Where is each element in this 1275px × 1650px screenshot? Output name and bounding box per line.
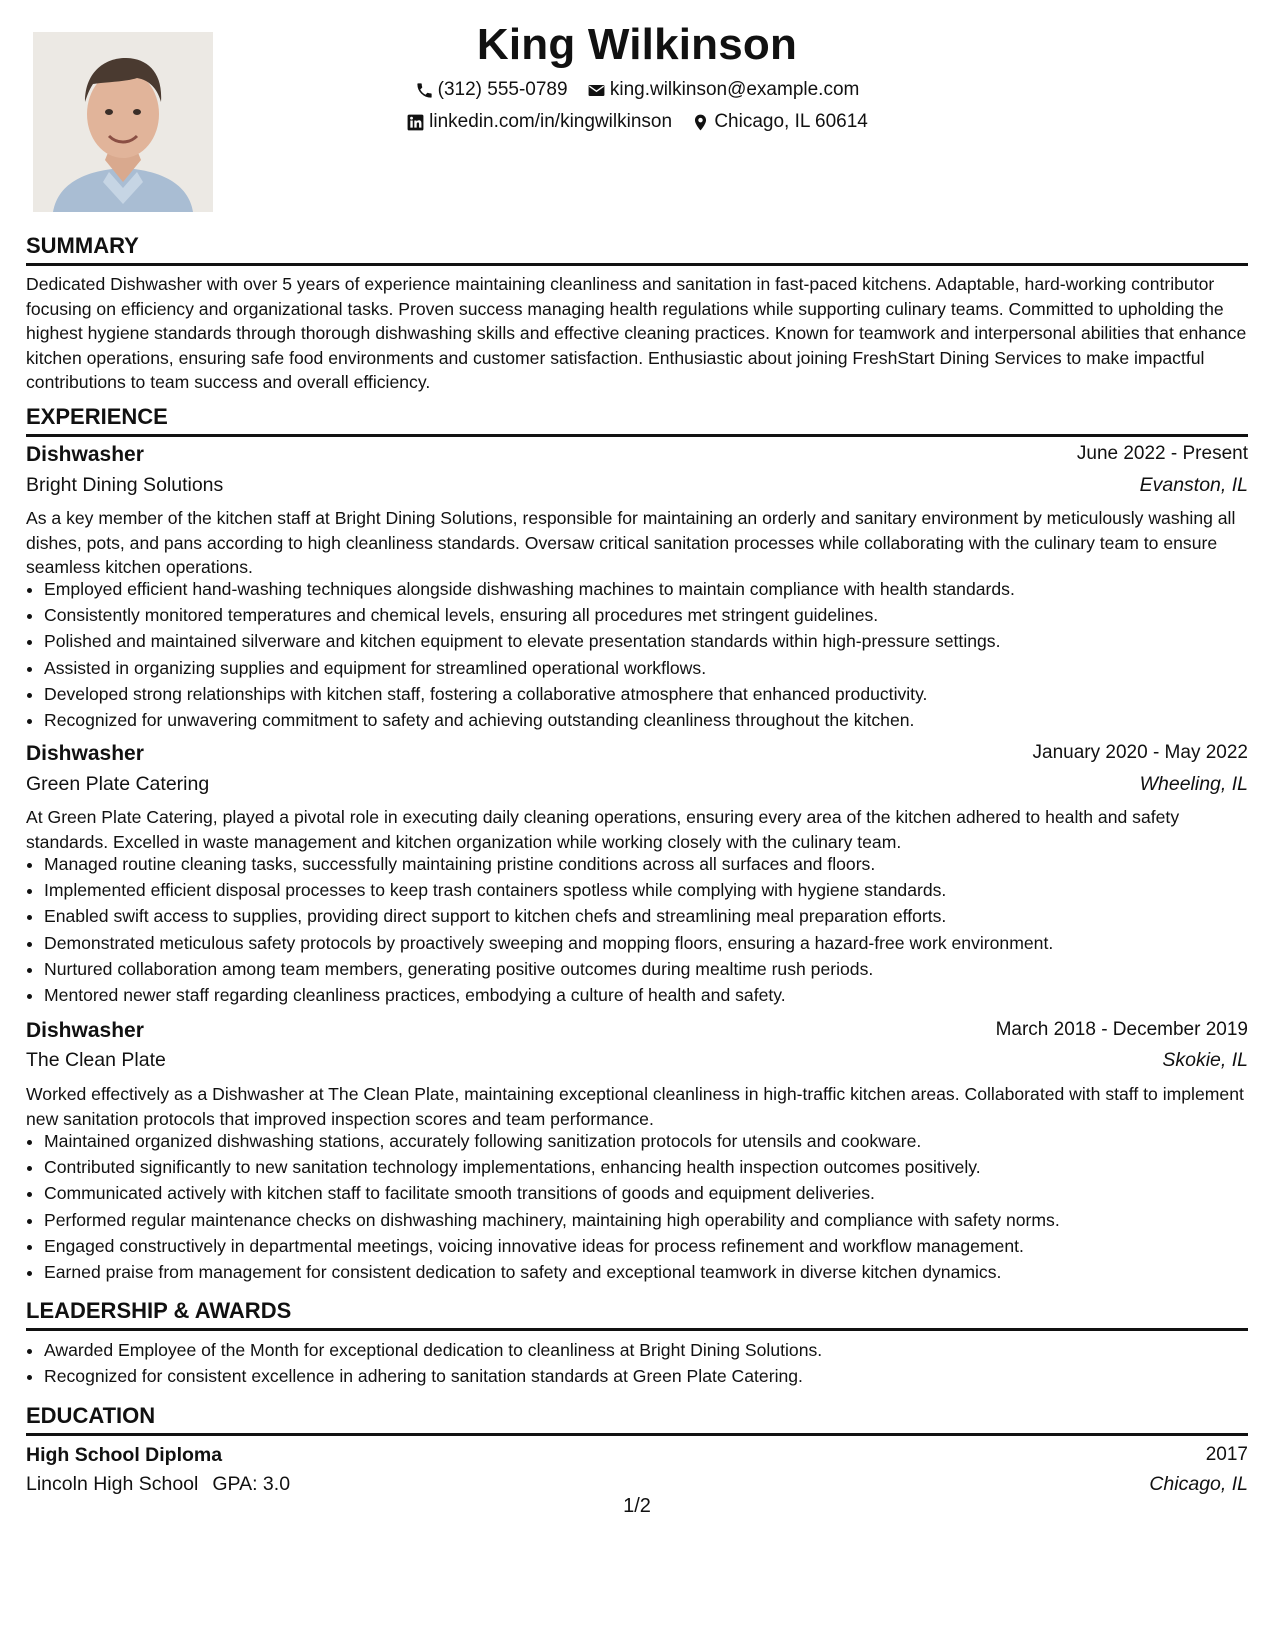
job-location: Wheeling, IL xyxy=(1139,773,1248,795)
resume-page xyxy=(26,0,1248,1650)
gpa-text: GPA: 3.0 xyxy=(212,1473,291,1495)
list-item: • Assisted in organizing supplies and equipment for streamlined operational workflows. xyxy=(44,655,1248,681)
location-contact xyxy=(691,111,868,133)
list-item: • Contributed significantly to new sanitation technology implementations, enhancing health inspection outcomes positively. xyxy=(44,1154,1248,1180)
degree-name: High School Diploma xyxy=(26,1444,223,1466)
contact-row-secondary xyxy=(26,111,1248,138)
candidate-name: King Wilkinson xyxy=(476,20,798,69)
list-item: • Implemented efficient disposal processes to keep trash containers spotless while complying with hygiene standards. xyxy=(44,877,1248,903)
job-description: As a key member of the kitchen staff at Bright Dining Solutions, responsible for maintaining an orderly and sanitary environment by meticulously washing all dishes, pots, and pans according to high cleanliness standards. Oversaw critical sanitation processes while collaborating with the culinary team to ensure seamless kitchen operations. xyxy=(26,508,1236,577)
list-item: • Demonstrated meticulous safety protocols by proactively sweeping and mopping floors, ensuring a hazard-free work environment. xyxy=(44,930,1248,956)
list-item: • Enabled swift access to supplies, providing direct support to kitchen chefs and streamlining meal preparation efforts. xyxy=(44,903,1248,929)
list-item: • Consistently monitored temperatures and chemical levels, ensuring all procedures met stringent guidelines. xyxy=(44,602,1248,628)
job-location: Skokie, IL xyxy=(1162,1049,1248,1071)
list-item: • Developed strong relationships with kitchen staff, fostering a collaborative atmosphere that enhanced productivity. xyxy=(44,681,1248,707)
summary-text: Dedicated Dishwasher with over 5 years of experience maintaining cleanliness and sanitation in fast-paced kitchens. Adaptable, hard-working contributor focusing on efficiency and organizational tasks. Proven success managing health regulations while supporting culinary teams. Committed to upholding the highest hygiene standards through thorough dishwashing skills and effective cleaning practices. Known for teamwork and interpersonal abilities that enhance kitchen operations, ensuring safe food environments and customer satisfaction. Enthusiastic about joining FreshStart Dining Services to make impactful contributions to team success and overall efficiency. xyxy=(26,274,1247,392)
list-item: • Earned praise from management for consistent dedication to safety and exceptional teamwork in diverse kitchen dynamics. xyxy=(44,1259,1248,1285)
list-item: • Polished and maintained silverware and kitchen equipment to elevate presentation standards within high-pressure settings. xyxy=(44,628,1248,654)
graduation-year: 2017 xyxy=(1205,1444,1248,1465)
linkedin-text: linkedin.com/in/kingwilkinson xyxy=(429,111,673,132)
job-dates: January 2020 - May 2022 xyxy=(1032,742,1248,763)
phone-contact[interactable] xyxy=(415,79,568,101)
list-item: • Awarded Employee of the Month for exceptional dedication to cleanliness at Bright Dining Solutions. xyxy=(44,1337,1248,1363)
job-header-row xyxy=(26,742,1248,770)
section-title-awards: LEADERSHIP & AWARDS xyxy=(26,1298,1248,1331)
list-item: • Recognized for consistent excellence in adhering to sanitation standards at Green Plate Catering. xyxy=(44,1363,1248,1389)
list-item: • Mentored newer staff regarding cleanliness practices, embodying a culture of health and safety. xyxy=(44,982,1248,1008)
list-item: • Maintained organized dishwashing stations, accurately following sanitization protocols for utensils and cookware. xyxy=(44,1128,1248,1154)
section-title-education: EDUCATION xyxy=(26,1403,1248,1436)
job-title: Dishwasher xyxy=(26,443,144,466)
list-item: • Employed efficient hand-washing techniques alongside dishwashing machines to maintain compliance with health standards. xyxy=(44,576,1248,602)
list-item: • Managed routine cleaning tasks, successfully maintaining pristine conditions across all surfaces and floors. xyxy=(44,851,1248,877)
list-item: • Communicated actively with kitchen staff to facilitate smooth transitions of goods and equipment deliveries. xyxy=(44,1180,1248,1206)
contact-row-primary xyxy=(26,79,1248,106)
job-bullet-list xyxy=(26,1128,1248,1285)
list-item: • Nurtured collaboration among team members, generating positive outcomes during mealtime rush periods. xyxy=(44,956,1248,982)
list-item: • Engaged constructively in departmental meetings, voicing innovative ideas for process refinement and workflow management. xyxy=(44,1233,1248,1259)
job-company: The Clean Plate xyxy=(26,1049,166,1071)
job-dates: March 2018 - December 2019 xyxy=(995,1019,1248,1040)
map-pin-icon xyxy=(691,113,710,132)
job-company: Green Plate Catering xyxy=(26,773,210,795)
section-title-experience: EXPERIENCE xyxy=(26,404,1248,437)
job-company: Bright Dining Solutions xyxy=(26,474,224,496)
list-item: • Performed regular maintenance checks on dishwashing machinery, maintaining high operability and compliance with safety norms. xyxy=(44,1207,1248,1233)
job-dates: June 2022 - Present xyxy=(1076,443,1248,464)
job-header-row xyxy=(26,443,1248,471)
job-location: Evanston, IL xyxy=(1139,474,1248,496)
job-description: Worked effectively as a Dishwasher at The Clean Plate, maintaining exceptional cleanliness in high-traffic kitchen areas. Collaborated with staff to implement new sanitation protocols that improved inspection scores and team performance. xyxy=(26,1084,1244,1129)
email-contact[interactable] xyxy=(587,79,860,101)
school-location: Chicago, IL xyxy=(1149,1473,1248,1495)
education-header-row xyxy=(26,1444,1248,1472)
phone-text: (312) 555-0789 xyxy=(437,79,568,100)
job-title: Dishwasher xyxy=(26,1019,144,1042)
awards-bullet-list xyxy=(26,1337,1248,1389)
job-company-row xyxy=(26,773,1248,801)
school-name: Lincoln High School xyxy=(26,1473,199,1495)
location-text: Chicago, IL 60614 xyxy=(714,111,868,132)
job-header-row xyxy=(26,1019,1248,1047)
linkedin-icon xyxy=(406,113,425,132)
job-bullet-list xyxy=(26,851,1248,1008)
envelope-icon xyxy=(587,81,606,100)
job-bullet-list xyxy=(26,576,1248,733)
email-text: king.wilkinson@example.com xyxy=(609,79,860,100)
job-company-row xyxy=(26,1049,1248,1077)
list-item: • Recognized for unwavering commitment to safety and achieving outstanding cleanliness throughout the kitchen. xyxy=(44,707,1248,733)
job-description: At Green Plate Catering, played a pivotal role in executing daily cleaning operations, ensuring every area of the kitchen adhered to health and safety standards. Excelled in waste management and kitchen organization while working closely with the culinary team. xyxy=(26,807,1180,852)
section-title-summary: SUMMARY xyxy=(26,233,1248,266)
job-company-row xyxy=(26,474,1248,502)
page-number: 1/2 xyxy=(623,1495,651,1517)
linkedin-contact[interactable] xyxy=(406,111,672,133)
job-title: Dishwasher xyxy=(26,742,144,765)
phone-icon xyxy=(415,81,434,100)
school-line xyxy=(26,1473,290,1496)
